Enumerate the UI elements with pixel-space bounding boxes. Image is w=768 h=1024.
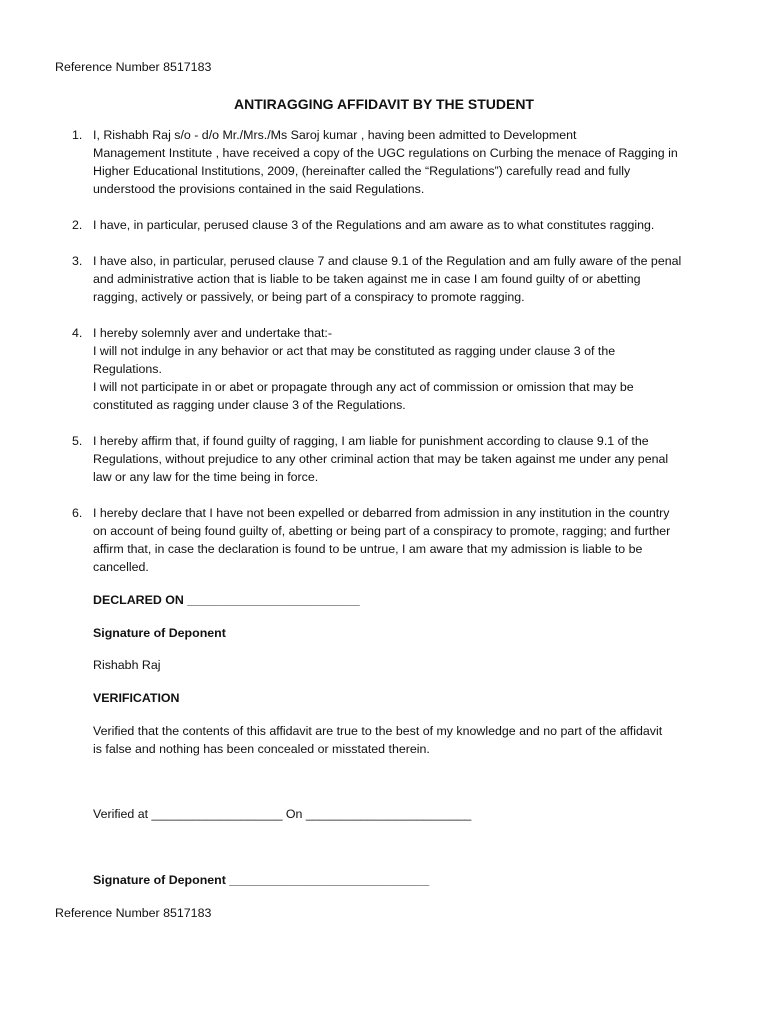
- clause-line: I have also, in particular, perused clause 7 and clause 9.1 of the Regulation and am fully aware of the penal: [93, 254, 682, 268]
- clause-line: Regulations, without prejudice to any other criminal action that may be taken against me under any penal: [93, 452, 669, 466]
- clause-line: I hereby declare that I have not been expelled or debarred from admission in any institution in the country: [93, 506, 670, 520]
- clause-line: Management Institute , have received a copy of the UGC regulations on Curbing the menace of Ragging in: [93, 146, 678, 160]
- clause-number: 5.: [72, 434, 83, 448]
- verification-line: is false and nothing has been concealed or misstated therein.: [93, 742, 430, 756]
- declared-on-line: DECLARED ON _________________________: [93, 593, 360, 607]
- clause-2: [72, 216, 708, 234]
- clause-1: [72, 126, 708, 198]
- clause-line: I will not indulge in any behavior or act that may be constituted as ragging under clause 3 of the: [93, 344, 616, 358]
- clause-list: [72, 126, 708, 594]
- signature-label: Signature of Deponent: [93, 626, 226, 640]
- clause-number: 4.: [72, 326, 83, 340]
- clause-4: [72, 324, 708, 414]
- clause-line: I, Rishabh Raj s/o - d/o Mr./Mrs./Ms Saroj kumar , having been admitted to Development: [93, 128, 577, 142]
- clause-line: and administrative action that is liable to be taken against me in case I am found guilty of or abetting: [93, 272, 641, 286]
- clause-5: [72, 432, 708, 486]
- signature-line: Signature of Deponent _____________________________: [93, 873, 430, 887]
- clause-line: cancelled.: [93, 560, 149, 574]
- clause-line: ragging, actively or passively, or being part of a conspiracy to promote ragging.: [93, 290, 525, 304]
- clause-line: I hereby solemnly aver and undertake that:-: [93, 326, 332, 340]
- clause-line: constituted as ragging under clause 3 of the Regulations.: [93, 398, 406, 412]
- clause-line: on account of being found guilty of, abetting or being part of a conspiracy to promote, ragging; and further: [93, 524, 671, 538]
- clause-number: 2.: [72, 218, 83, 232]
- clause-line: affirm that, in case the declaration is found to be untrue, I am aware that my admission is liable to be: [93, 542, 643, 556]
- clause-6: [72, 504, 708, 576]
- clause-number: 1.: [72, 128, 83, 142]
- clause-line: I hereby affirm that, if found guilty of ragging, I am liable for punishment according to clause 9.1 of the: [93, 434, 649, 448]
- verified-at-line: Verified at ___________________ On ________________________: [93, 807, 472, 821]
- reference-number-top: Reference Number 8517183: [55, 60, 212, 74]
- clause-line: Regulations.: [93, 362, 162, 376]
- clause-line: Higher Educational Institutions, 2009, (hereinafter called the “Regulations”) carefully read and fully: [93, 164, 631, 178]
- reference-number-bottom: Reference Number 8517183: [55, 906, 212, 920]
- document-title: ANTIRAGGING AFFIDAVIT BY THE STUDENT: [234, 96, 534, 112]
- clause-line: I have, in particular, perused clause 3 of the Regulations and am aware as to what constitutes ragging.: [93, 218, 655, 232]
- verification-heading: VERIFICATION: [93, 691, 180, 705]
- clause-line: law or any law for the time being in force.: [93, 470, 319, 484]
- clause-number: 3.: [72, 254, 83, 268]
- clause-line: understood the provisions contained in the said Regulations.: [93, 182, 425, 196]
- clause-line: I will not participate in or abet or propagate through any act of commission or omission that may be: [93, 380, 634, 394]
- deponent-name: Rishabh Raj: [93, 658, 161, 672]
- clause-3: [72, 252, 708, 306]
- verification-statement: [93, 722, 708, 758]
- verification-line: Verified that the contents of this affidavit are true to the best of my knowledge and no part of the affidavit: [93, 724, 663, 738]
- clause-number: 6.: [72, 506, 83, 520]
